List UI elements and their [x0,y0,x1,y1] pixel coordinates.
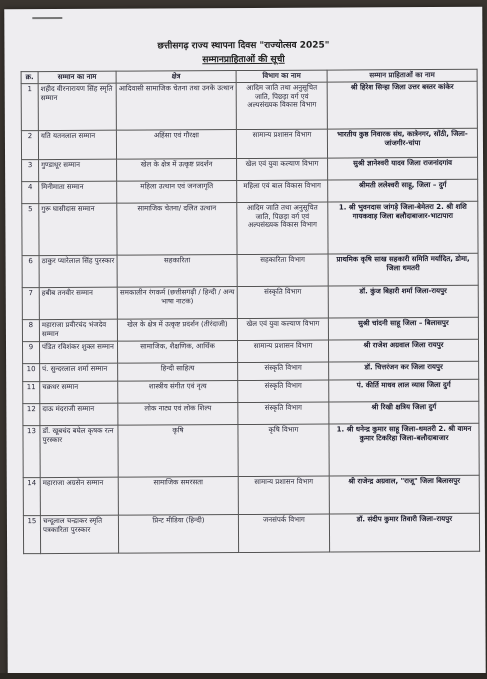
award-name-cell: मिनीमाता सम्मान [39,181,117,203]
table-row [22,201,478,255]
award-name-cell: ठाकुर प्यारेलाल सिंह पुरस्कार [39,255,117,287]
department-cell: जनसंपर्क विभाग [238,514,329,552]
award-name-cell: गुरू घासीदास सम्मान [39,203,117,255]
serial-cell: 13 [23,426,40,478]
recipient-cell: श्रीमती ललेश्वरी साहू, जिला – दुर्ग [328,179,478,202]
recipient-cell: श्री रिखी क्षत्रिय जिला दुर्ग [329,401,479,424]
department-cell: सामान्य प्रशासन विभाग [238,476,329,514]
table-row [23,361,479,381]
column-header-serial: क्र. [21,72,38,84]
award-name-cell: पंडित रविशंकर शुक्ल सम्मान [39,341,117,363]
department-cell: संस्कृति विभाग [238,362,329,380]
field-cell: प्रिन्ट मीडिया (हिन्दी) [118,515,238,554]
serial-cell: 5 [22,204,39,256]
column-header-award: सम्मान का नाम [38,71,116,83]
department-cell: आदिम जाति तथा अनुसूचित जाति, पिछड़ा वर्ग एवं अल्पसंख्यक विकास विभाग [236,82,327,129]
recipient-cell: सुश्री चांदनी साहू जिला – बिलासपुर [328,317,478,340]
column-header-department: विभाग का नाम [236,70,327,82]
department-cell: संस्कृति विभाग [237,286,328,318]
serial-cell: 1 [21,84,38,131]
award-name-cell: चक्रधर सम्मान [40,381,118,403]
award-name-cell: महाराजा अग्रसेन सम्मान [40,477,118,515]
field-cell: कृषि [118,425,238,478]
field-cell: हिन्दी साहित्य [118,363,238,382]
field-cell: सामाजिक, शैक्षणिक, आर्थिक [117,341,237,364]
pen-mark [32,17,62,19]
table-row [22,157,478,181]
recipient-cell: श्री राजेन्द्र अग्रवाल, "राजू" जिला बिलासपुर [329,475,479,514]
field-cell: सहकारिता [117,255,237,288]
department-cell: महिला एवं बाल विकास विभाग [237,180,328,202]
department-cell: खेल एवं युवा कल्याण विभाग [237,158,328,180]
recipient-cell: श्री हिरेश सिन्हा जिला उत्तर बस्तर कांकेर [327,81,477,129]
field-cell: आदिवासी सामाजिक चेतना तथा उनके उत्थान [116,83,236,131]
table-row [23,423,479,477]
award-name-cell: चन्दूलाल चन्द्राकर स्मृति पत्रकारिता पुरस्कार [40,515,118,553]
field-cell: समकालीन रंगकर्म (छत्तीसगढ़ी / हिन्दी / अन्य भाषा नाटक) [117,287,237,320]
serial-cell: 7 [22,288,39,320]
field-cell: अहिंसा एवं गौरक्षा [116,130,236,160]
serial-cell: 2 [21,131,38,160]
department-cell: कृषि विभाग [238,424,329,476]
serial-cell: 6 [22,256,39,288]
table-row [22,317,478,341]
field-cell: महिला उत्थान एवं जनजागृति [117,181,237,204]
award-name-cell: हबीब तनवीर सम्मान [39,287,117,319]
department-cell: सामान्य प्रशासन विभाग [236,129,327,158]
table-row [23,379,479,403]
recipient-cell: डॉ. चित्तरंजन कर जिला रायपुर [329,361,479,380]
table-row [23,401,479,425]
recipient-cell: पं. कीर्ति माधव लाल व्यास जिला दुर्ग [329,379,479,402]
recipient-cell: 1. श्री भुवनदास जांगड़े जिला-बेमेतरा 2. श्री शशि गायकवाड़ जिला बलौदाबाजार-भाटापारा [328,201,478,254]
serial-cell: 11 [23,382,40,404]
award-name-cell: यति यतनलाल सम्मान [38,130,116,159]
table-row [22,339,478,363]
recipient-cell: श्री राजेश अग्रवाल जिला रायपुर [328,339,478,362]
recipient-cell: डॉ. कुंज बिहारी शर्मा जिला-रायपुर [328,285,478,318]
awardee-table [21,69,481,554]
table-row [21,81,477,130]
serial-cell: 9 [22,342,39,364]
table-row [23,513,479,553]
table-row [22,253,478,287]
department-cell: संस्कृति विभाग [238,380,329,402]
award-name-cell: महाराजा प्रवीरचंद भंजदेव सम्मान [39,319,117,341]
award-name-cell: पं. सुन्दरलाल शर्मा सम्मान [40,363,118,381]
table-row [22,285,478,319]
department-cell: आदिम जाति तथा अनुसूचित जाति, पिछड़ा वर्ग एवं अल्पसंख्यक विकास विभाग [237,202,328,254]
department-cell: सहकारिता विभाग [237,254,328,286]
award-name-cell: दाऊ मंदराजी सम्मान [40,403,118,425]
serial-cell: 8 [22,320,39,342]
serial-cell: 10 [23,364,40,382]
department-cell: खेल एवं युवा कल्याण विभाग [237,318,328,340]
document-title: छत्तीसगढ़ राज्य स्थापना दिवस "राज्योत्सव 2025" [157,40,330,52]
award-name-cell: गुण्डाधूर सम्मान [39,159,117,181]
serial-cell: 15 [23,516,40,554]
recipient-cell: प्राथमिक कृषि साख सहकारी समिति मर्यादित, डोमा, जिला धमतरी [328,253,478,286]
field-cell: लोक नाट्य एवं लोक शिल्प [118,403,238,426]
table-row [21,128,477,159]
column-header-field: क्षेत्र [116,71,236,84]
serial-cell: 4 [22,182,39,204]
serial-cell: 3 [22,160,39,182]
document-page [4,7,485,677]
column-header-recipient: सम्मान प्राहिताओं का नाम [327,69,477,82]
field-cell: सामाजिक चेतना/ दलित उत्थान [117,203,237,256]
field-cell: खेल के क्षेत्र में उत्कृष्ट प्रदर्शन (तीरंदाजी) [117,319,237,342]
award-name-cell: डॉ. खूबचंद बघेल कृषक रत्न पुरस्कार [40,425,118,477]
document-subtitle: सम्मानप्राहिताओं की सूची [202,54,285,66]
award-name-cell: शहीद वीरनारायण सिंह स्मृति सम्मान [38,83,116,130]
serial-cell: 12 [23,404,40,426]
field-cell: शास्त्रीय संगीत एवं नृत्य [118,381,238,404]
department-cell: सामान्य प्रशासन विभाग [237,340,328,362]
recipient-cell: सुश्री ज्ञानेश्वरी यादव जिला राजनांदगांव [328,157,478,180]
table-row [23,475,479,515]
department-cell: संस्कृति विभाग [238,402,329,424]
serial-cell: 14 [23,478,40,516]
background-surface [0,673,487,679]
table-row [22,179,478,203]
recipient-cell: 1. श्री धनेन्द्र कुमार साहू जिला–धमतरी 2. श्री वामन कुमार टिकरिहा जिला–बलौदाबाजार [329,423,479,476]
recipient-cell: डॉ. संदीप कुमार तिवारी जिला–रायपुर [329,513,479,552]
field-cell: सामाजिक समरसता [118,477,238,516]
recipient-cell: भारतीय कुष्ठ निवारक संघ, कात्रेनगर, सोंठी, जिला-जांजगीर-चांपा [327,128,477,158]
field-cell: खेल के क्षेत्र में उत्कृष्ट प्रदर्शन [117,159,237,182]
